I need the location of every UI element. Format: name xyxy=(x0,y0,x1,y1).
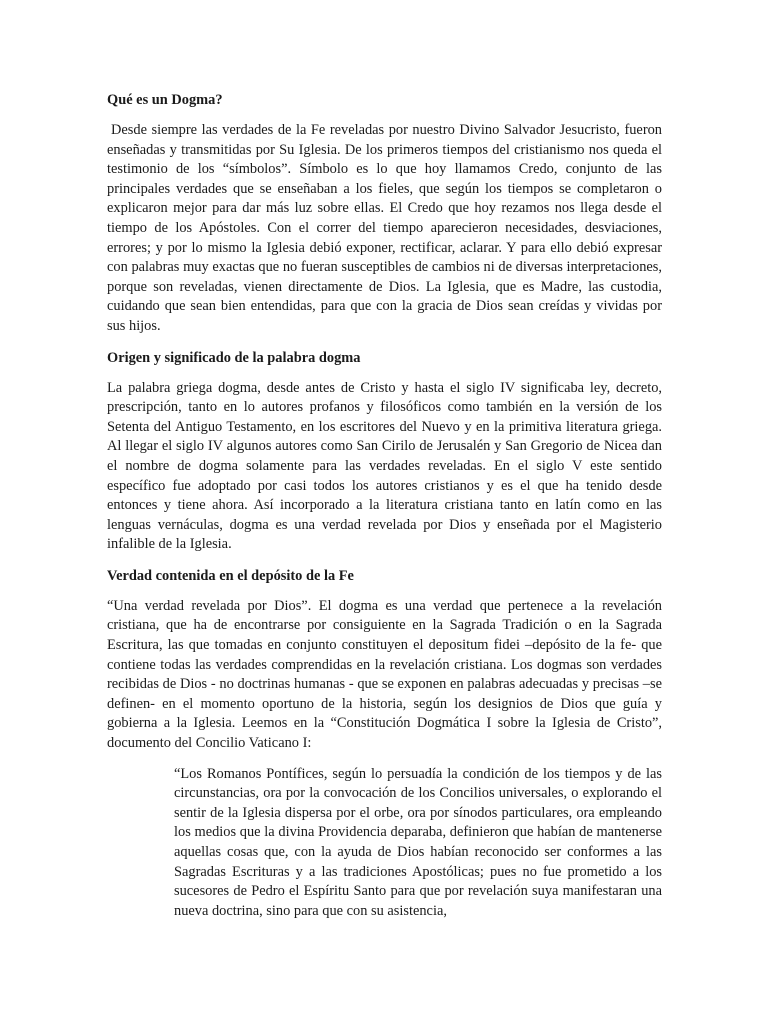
section-heading-verdad-contenida: Verdad contenida en el depósito de la Fe xyxy=(107,567,354,584)
section-heading-origen-significado: Origen y significado de la palabra dogma xyxy=(107,349,361,366)
paragraph-verdad-contenida: “Una verdad revelada por Dios”. El dogma es una verdad que pertenece a la revelación cristiana, que ha de encontrarse por consiguiente en la Sagrada Tradición o en la Sagrada Escritura, las que tomadas en conjunto constituyen el depositum fidei –depósito de la fe- que contiene todas las verdades comprendidas en la revelación cristiana. Los dogmas son verdades recibidas de Dios - no doctrinas humanas - que se exponen en palabras adecuadas y precisas –se definen- en el momento oportuno de la historia, según los designios de Dios que guía y gobierna a la Iglesia. Leemos en la “Constitución Dogmática I sobre la Iglesia de Cristo”, documento del Concilio Vaticano I: xyxy=(107,597,662,752)
block-quote-vaticano: “Los Romanos Pontífices, según lo persuadía la condición de los tiempos y de las circunstancias, ora por la convocación de los Concilios universales, o explorando el sentir de la Iglesia dispersa por el orbe, ora por sínodos particulares, ora empleando los medios que la divina Providencia deparaba, definieron que habían de mantenerse aquellas cosas que, con la ayuda de Dios habían reconocido ser conformes a las Sagradas Escrituras y a las tradiciones Apostólicas; pues no fue prometido a los sucesores de Pedro el Espíritu Santo para que por revelación suya manifestaran una nueva doctrina, sino para que con su asistencia, xyxy=(174,765,662,919)
paragraph-origen-significado: La palabra griega dogma, desde antes de Cristo y hasta el siglo IV significaba ley, decreto, prescripción, tanto en lo autores profanos y filosóficos como también en la versión de los Setenta del Antiguo Testamento, en los escritores del Nuevo y en la primitiva literatura griega. Al llegar el siglo IV algunos autores como San Cirilo de Jerusalén y San Gregorio de Nicea dan el nombre de dogma solamente para las verdades reveladas. En el siglo V este sentido específico fue adoptado por casi todos los autores cristianos y es el que ha tenido desde entonces y tiene ahora. Así incorporado a la literatura cristiana tanto en latín como en las lenguas vernáculas, dogma es una verdad revelada por Dios y enseñada por el Magisterio infalible de la Iglesia. xyxy=(107,379,662,553)
section-heading-que-es-un-dogma: Qué es un Dogma? xyxy=(107,92,223,108)
paragraph-que-es-un-dogma: Desde siempre las verdades de la Fe reveladas por nuestro Divino Salvador Jesucristo, fueron enseñadas y transmitidas por Su Iglesia. De los primeros tiempos del cristianismo nos queda el testimonio de los “símbolos”. Símbolo es lo que hoy llamamos Credo, conjunto de las principales verdades que se enseñaban a los fieles, que según los tiempos se completaron o explicaron mejor para dar más luz sobre ellas. El Credo que hoy rezamos nos llega desde el tiempo de los Apóstoles. Con el correr del tiempo aparecieron necesidades, desviaciones, errores; y por lo mismo la Iglesia debió exponer, rectificar, aclarar. Y para ello debió expresar con palabras muy exactas que no fueran susceptibles de cambios ni de diversas interpretaciones, porque son reveladas, vienen directamente de Dios. La Iglesia, que es Madre, las custodia, cuidando que sean bien entendidas, para que con la gracia de Dios sean creídas y vividas por sus hijos. xyxy=(107,122,662,334)
